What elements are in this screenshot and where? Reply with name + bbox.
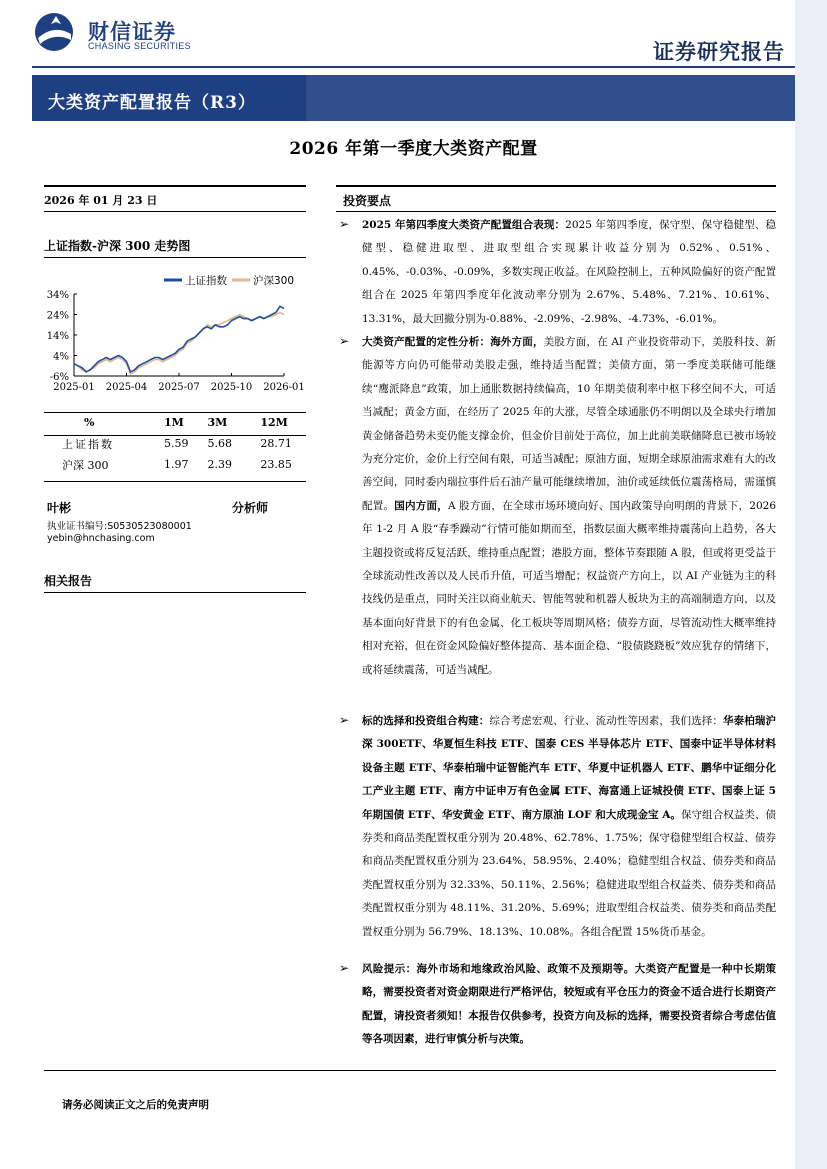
x-tick-label: 2026-01 [263, 382, 305, 393]
point-lead: 风险提示： [362, 963, 417, 975]
legend-label-csi300: 沪深300 [253, 275, 295, 287]
y-tick-label: 34% [46, 290, 69, 301]
point-risk-warning [362, 958, 776, 1052]
footer-disclaimer: 请务必阅读正文之后的免责声明 [62, 1099, 209, 1111]
table-cell-name: 上证指数 [62, 437, 114, 451]
chart-heading-rule [44, 257, 306, 258]
point-text: 综合考虑宏观、行业、流动性等因素，我们选择： [489, 715, 724, 727]
table-cell: 2.39 [207, 458, 232, 471]
analyst-name: 叶彬 [47, 501, 72, 515]
bullet-arrow-icon: ➢ [339, 961, 350, 975]
x-tick-label: 2025-04 [105, 382, 148, 393]
related-reports-rule [44, 592, 306, 593]
footer-rule [44, 1070, 776, 1071]
x-tick-label: 2025-07 [158, 382, 200, 393]
y-tick-label: 14% [46, 331, 69, 342]
bullet-arrow-icon: ➢ [339, 713, 350, 727]
table-cell: 23.85 [260, 458, 292, 471]
y-tick-label: -6% [49, 372, 69, 383]
series-line-csi300 [74, 312, 284, 374]
report-series-title: 大类资产配置报告（R3） [48, 93, 256, 113]
point-text: 2025 年第四季度，保守型、保守稳健型、稳健型、稳健进取型、进取型组合实现累计收益分别为 0.52%、0.51%、0.45%、-0.03%、-0.09%，多数实现正收益。在风险控制上，五种风险偏好的资产配置组合在 2025 年第四季度年化波动率分别为 2.67%、5.48%、7.21%、10.61%、13.31%，最大回撤分别为-0.88%、-2.09%、-2.98%、-4.73%、-6.01%。 [362, 219, 776, 325]
point-lead: 2025 年第四季度大类资产配置组合表现： [362, 219, 566, 231]
point-portfolio-construction [362, 710, 776, 944]
table-cell: 5.68 [207, 437, 232, 450]
table-bottom-rule [44, 481, 306, 482]
chart-heading: 上证指数-沪深 300 走势图 [44, 239, 191, 253]
analyst-role: 分析师 [232, 501, 269, 515]
point-text-domestic: A 股方面，在全球市场环境向好、国内政策导向明朗的背景下，2026 年 1-2 月 A 股“春季躁动”行情可能如期而至，指数层面大概率维持震荡向上趋势，各大主题投资或将反复活跃，维持重点配置；港股方面，整体节奏跟随 A 股，但或将更受益于全球流动性改善以及人民币升值，可适当增配；权益资产方向上，以 AI 产业链为主的科技线仍是重点，同时关注以商业航天、智能驾驶和机器人板块为主的高端制造方向，以及基本面向好背景下的有色金属、化工板块等周期风格；债券方面，尽管流动性大概率维持相对充裕，但在资金风险偏好整体提高、基本面企稳、“股债跷跷板”效应犹存的情绪下，或将延续震荡，可适当减配。 [362, 499, 777, 676]
point-text-weights: 保守组合权益类、债券类和商品类配置权重分别为 20.48%、62.78%、1.75%；保守稳健型组合权益、债券和商品类配置权重分别为 23.64%、58.95%、2.40%；稳健型组合权益、债券类和商品类配置权重分别为 32.33%、50.11%、2.56%；稳健进取型组合权益类、债券类和商品类配置权重分别为 48.11%、31.20%、5.69%；进取型组合权益类、债券类和商品类配置权重分别为 56.79%、18.13%、10.08%。各组合配置 15%货币基金。 [362, 808, 777, 938]
analyst-email[interactable]: yebin@hnchasing.com [47, 533, 155, 544]
point-lead: 标的选择和投资组合构建： [362, 715, 490, 727]
point-text: 海外市场和地缘政治风险、政策不及预期等。大类资产配置是一种中长期策略，需要投资者对资金期限进行严格评估，较短或有平仓压力的资金不适合进行长期资产配置，请投资者须知！本报告仅供参考，投资方向及标的选择，需要投资者综合考虑估值等各项因素，进行审慎分析与决策。 [362, 963, 777, 1046]
point-text: 美股方面，在 AI 产业投资带动下，美股科技、新能源等方向仍可能带动美股走强，维持适当配置；美债方面，第一季度美联储可能继续“鹰派降息”政策，加上通胀数据持续偏高，10 年期美债利率中枢下移空间不大，可适当减配；黄金方面，在经历了 2025 年的大涨，尽管全球通胀仍不明朗以及全球央行增加黄金储备趋势未变仍能支撑金价，但金价目前处于高位，加上此前美联储降息已被市场较为充分定价，金价上行空间有限，可适当减配；原油方面，短期全球原油需求难有大的改善空间，同时委内瑞拉事件后石油产量可能继续增加，油价或延续低位震荡格局，需谨慎配置。 [362, 336, 777, 512]
table-row [44, 433, 306, 454]
index-trend-chart [44, 262, 306, 402]
x-tick-label: 2025-10 [210, 382, 253, 393]
date-top-rule [44, 185, 306, 187]
table-top-rule [44, 412, 306, 413]
table-cell-name: 沪深 300 [62, 458, 109, 472]
point-lead-domestic: 国内方面， [394, 499, 448, 512]
table-cell: 1.97 [164, 458, 189, 471]
table-header-row [44, 412, 306, 433]
point-lead: 大类资产配置的定性分析：海外方面， [362, 336, 544, 348]
series-line-sse [74, 306, 284, 372]
table-header-cell: 12M [260, 416, 288, 429]
y-tick-label: 4% [53, 351, 69, 363]
table-row [44, 454, 306, 475]
performance-table [44, 412, 306, 475]
legend-label-sse: 上证指数 [185, 275, 227, 287]
key-points-heading: 投资要点 [343, 194, 392, 208]
analyst-license: 执业证书编号:S0530523080001 [47, 521, 192, 532]
table-header-cell: % [84, 416, 95, 429]
report-type-label: 证券研究报告 [653, 39, 785, 64]
x-tick-label: 2025-01 [53, 382, 95, 393]
logo-text-en: CHASING SECURITIES [88, 41, 191, 51]
report-date: 2026 年 01 月 23 日 [44, 194, 158, 207]
report-banner-extension [306, 75, 795, 121]
bullet-arrow-icon: ➢ [339, 334, 350, 348]
table-cell: 5.59 [164, 437, 189, 450]
point-qualitative-analysis [362, 331, 776, 682]
right-side-stripe [795, 0, 827, 1169]
header-rule [32, 66, 795, 68]
points-heading-rule [336, 211, 776, 212]
page-title: 2026 年第一季度大类资产配置 [289, 139, 538, 159]
table-header-cell: 3M [207, 416, 228, 429]
table-cell: 28.71 [260, 437, 292, 450]
bullet-arrow-icon: ➢ [339, 217, 350, 231]
table-header-rule [44, 435, 306, 436]
point-portfolio-performance [362, 214, 776, 331]
logo-text-cn: 财信证券 [88, 20, 176, 44]
y-tick-label: 24% [46, 310, 69, 322]
points-top-rule [336, 185, 776, 187]
chasing-logo-icon [34, 12, 74, 52]
related-reports-heading: 相关报告 [44, 574, 93, 588]
date-bottom-rule [44, 211, 306, 212]
point-etf-list: 华泰柏瑞沪深 300ETF、华夏恒生科技 ETF、国泰 CES 半导体芯片 ETF、国泰中证半导体材料设备主题 ETF、华泰柏瑞中证智能汽车 ETF、华夏中证机器人 ETF、鹏华中证细分化工产业主题 ETF、南方中证申万有色金属 ETF、海富通上证城投债 ETF、国泰上证 5 年期国债 ETF、华安黄金 ETF、南方原油 LOF 和大成现金宝 A。 [362, 715, 777, 821]
table-header-cell: 1M [164, 416, 184, 429]
